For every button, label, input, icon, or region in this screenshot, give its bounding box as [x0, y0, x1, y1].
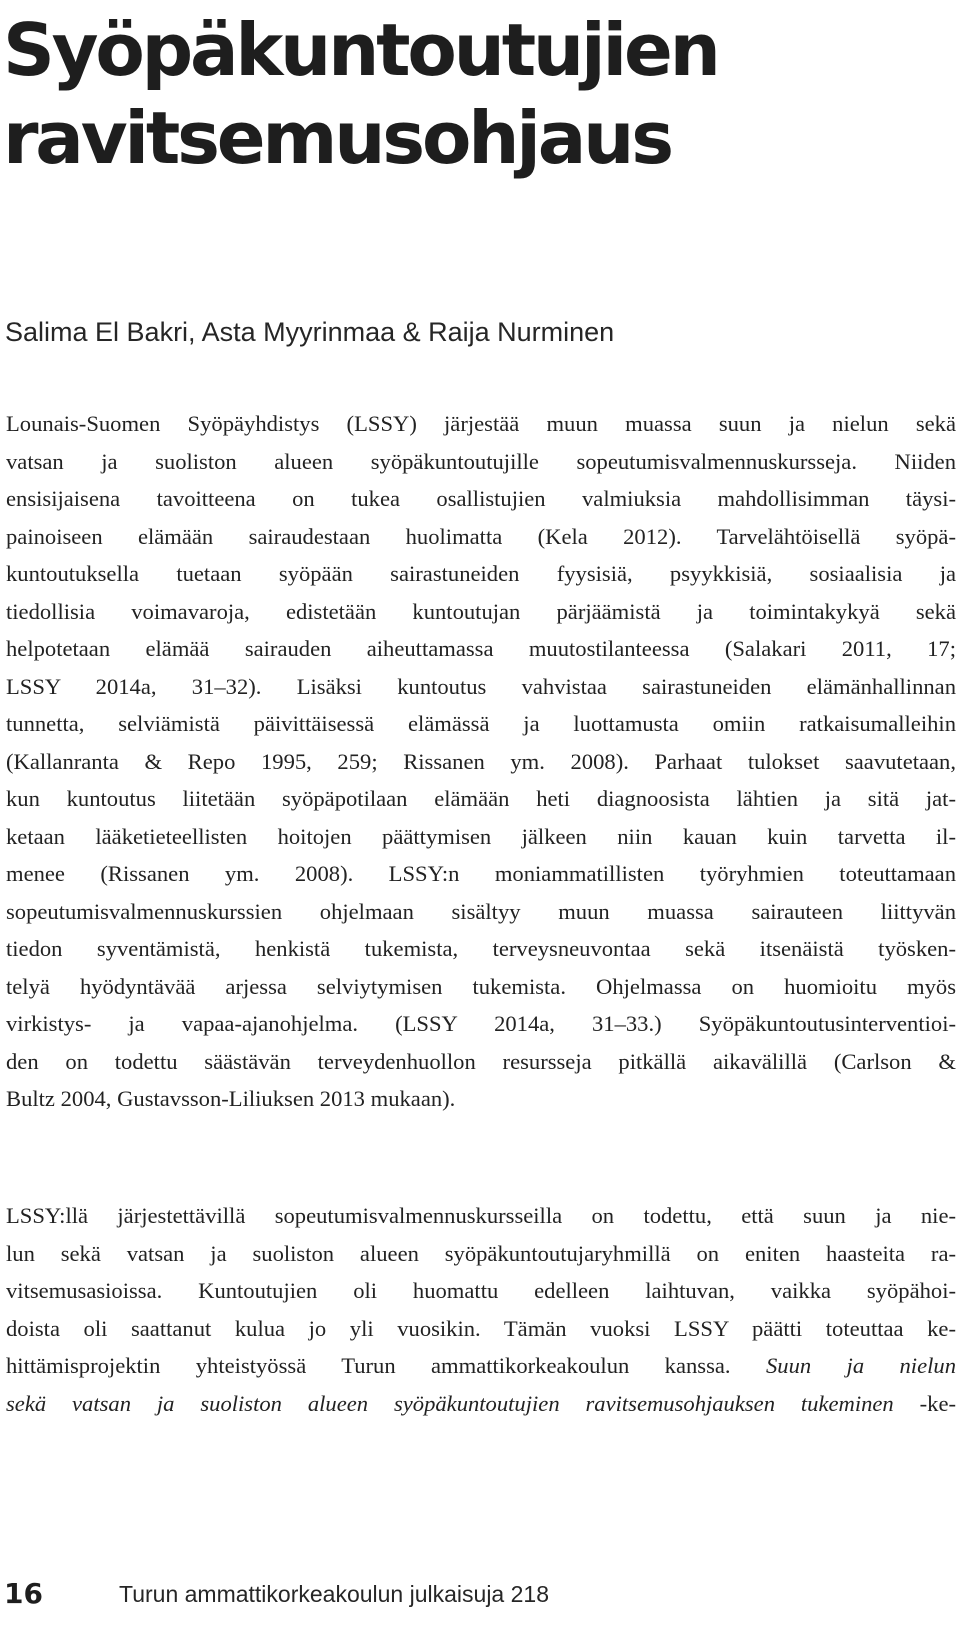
- paragraph-1-line: sopeutumisvalmennuskurssien ohjelmaan sisältyy muun muassa sairauteen liittyvän: [6, 898, 956, 924]
- paragraph-1: [6, 405, 956, 1118]
- paragraph-1-line: den on todettu säästävän terveydenhuollon resursseja pitkällä aikavälillä (Carlson &: [6, 1048, 956, 1074]
- paragraph-2-line: lun sekä vatsan ja suoliston alueen syöpäkuntoutujaryhmillä on eniten haasteita ra-: [6, 1240, 956, 1266]
- paragraph-2-line: [6, 1347, 956, 1385]
- authors: Salima El Bakri, Asta Myyrinmaa & Raija Nurminen: [5, 317, 615, 347]
- paragraph-1-line: kuntoutuksella tuetaan syöpään sairastuneiden fyysisiä, psyykkisiä, sosiaalisia ja: [6, 561, 956, 586]
- project-name-italic: sekä vatsan ja suoliston alueen syöpäkuntoutujien ravitsemusohjauksen tukeminen: [6, 1390, 894, 1416]
- title-line-1: Syöpäkuntoutujien: [3, 8, 718, 92]
- paragraph-2-line: [6, 1385, 956, 1423]
- paragraph-1-line: tunnetta, selviämistä päivittäisessä elämässä ja luottamusta omiin ratkaisumalleihin: [6, 711, 956, 736]
- paragraph-2: [6, 1197, 956, 1422]
- paragraph-1-line: helpotetaan elämää sairauden aiheuttamassa muutostilanteessa (Salakari 2011, 17;: [6, 636, 956, 661]
- paragraph-2-text: hittämisprojektin yhteistyössä Turun ammattikorkeakoulun kanssa.: [6, 1353, 731, 1378]
- paragraph-1-line: Bultz 2004, Gustavsson-Liliuksen 2013 mukaan).: [6, 1086, 456, 1111]
- project-name-italic: Suun ja nielun: [765, 1353, 956, 1378]
- paragraph-1-line: vatsan ja suoliston alueen syöpäkuntoutujille sopeutumisvalmennuskursseja. Niiden: [6, 448, 956, 474]
- paragraph-1-line: tiedollisia voimavaroja, edistetään kuntoutujan pärjäämistä ja toimintakykyä sekä: [6, 598, 956, 624]
- paragraph-1-line: Lounais-Suomen Syöpäyhdistys (LSSY) järjestää muun muassa suun ja nielun sekä: [6, 411, 956, 436]
- paragraph-1-line: virkistys- ja vapaa-ajanohjelma. (LSSY 2014a, 31–33.) Syöpäkuntoutusinterventioi-: [6, 1011, 956, 1036]
- paragraph-1-line: telyä hyödyntävää arjessa selviytymisen tukemista. Ohjelmassa on huomioitu myös: [6, 973, 956, 999]
- paragraph-1-line: tiedon syventämistä, henkistä tukemista, terveysneuvontaa sekä itsenäistä työsken-: [6, 936, 956, 961]
- paragraph-2-line: vitsemusasioissa. Kuntoutujien oli huomattu edelleen laihtuvan, vaikka syöpähoi-: [6, 1278, 956, 1303]
- paragraph-2-line: doista oli saattanut kulua jo yli vuosikin. Tämän vuoksi LSSY päätti toteuttaa ke-: [6, 1315, 956, 1341]
- page-footer: [0, 1576, 960, 1616]
- paragraph-2-line: LSSY:llä järjestettävillä sopeutumisvalmennuskursseilla on todettu, että suun ja nie-: [6, 1203, 956, 1228]
- paragraph-2-text: -ke-: [919, 1390, 956, 1416]
- page-number: 16: [4, 1577, 43, 1610]
- title-line-2: ravitsemusohjaus: [3, 96, 671, 180]
- paragraph-1-line: LSSY 2014a, 31–32). Lisäksi kuntoutus vahvistaa sairastuneiden elämänhallinnan: [6, 673, 956, 699]
- paragraph-1-line: painoiseen elämään sairaudestaan huolimatta (Kela 2012). Tarvelähtöisellä syöpä-: [6, 523, 956, 549]
- paragraph-1-line: ensisijaisena tavoitteena on tukea osallistujien valmiuksia mahdollisimman täysi-: [6, 486, 956, 511]
- paragraph-1-line: ketaan lääketieteellisten hoitojen päättymisen jälkeen niin kauan kuin tarvetta il-: [6, 823, 956, 849]
- publication-name: Turun ammattikorkeakoulun julkaisuja 218: [119, 1581, 549, 1607]
- page-title: [3, 6, 943, 182]
- paragraph-1-line: kun kuntoutus liitetään syöpäpotilaan elämään heti diagnoosista lähtien ja sitä jat-: [6, 786, 956, 811]
- paragraph-1-line: menee (Rissanen ym. 2008). LSSY:n moniammatillisten työryhmien toteuttamaan: [6, 861, 956, 886]
- paragraph-1-line: (Kallanranta & Repo 1995, 259; Rissanen ym. 2008). Parhaat tulokset saavutetaan,: [6, 748, 956, 774]
